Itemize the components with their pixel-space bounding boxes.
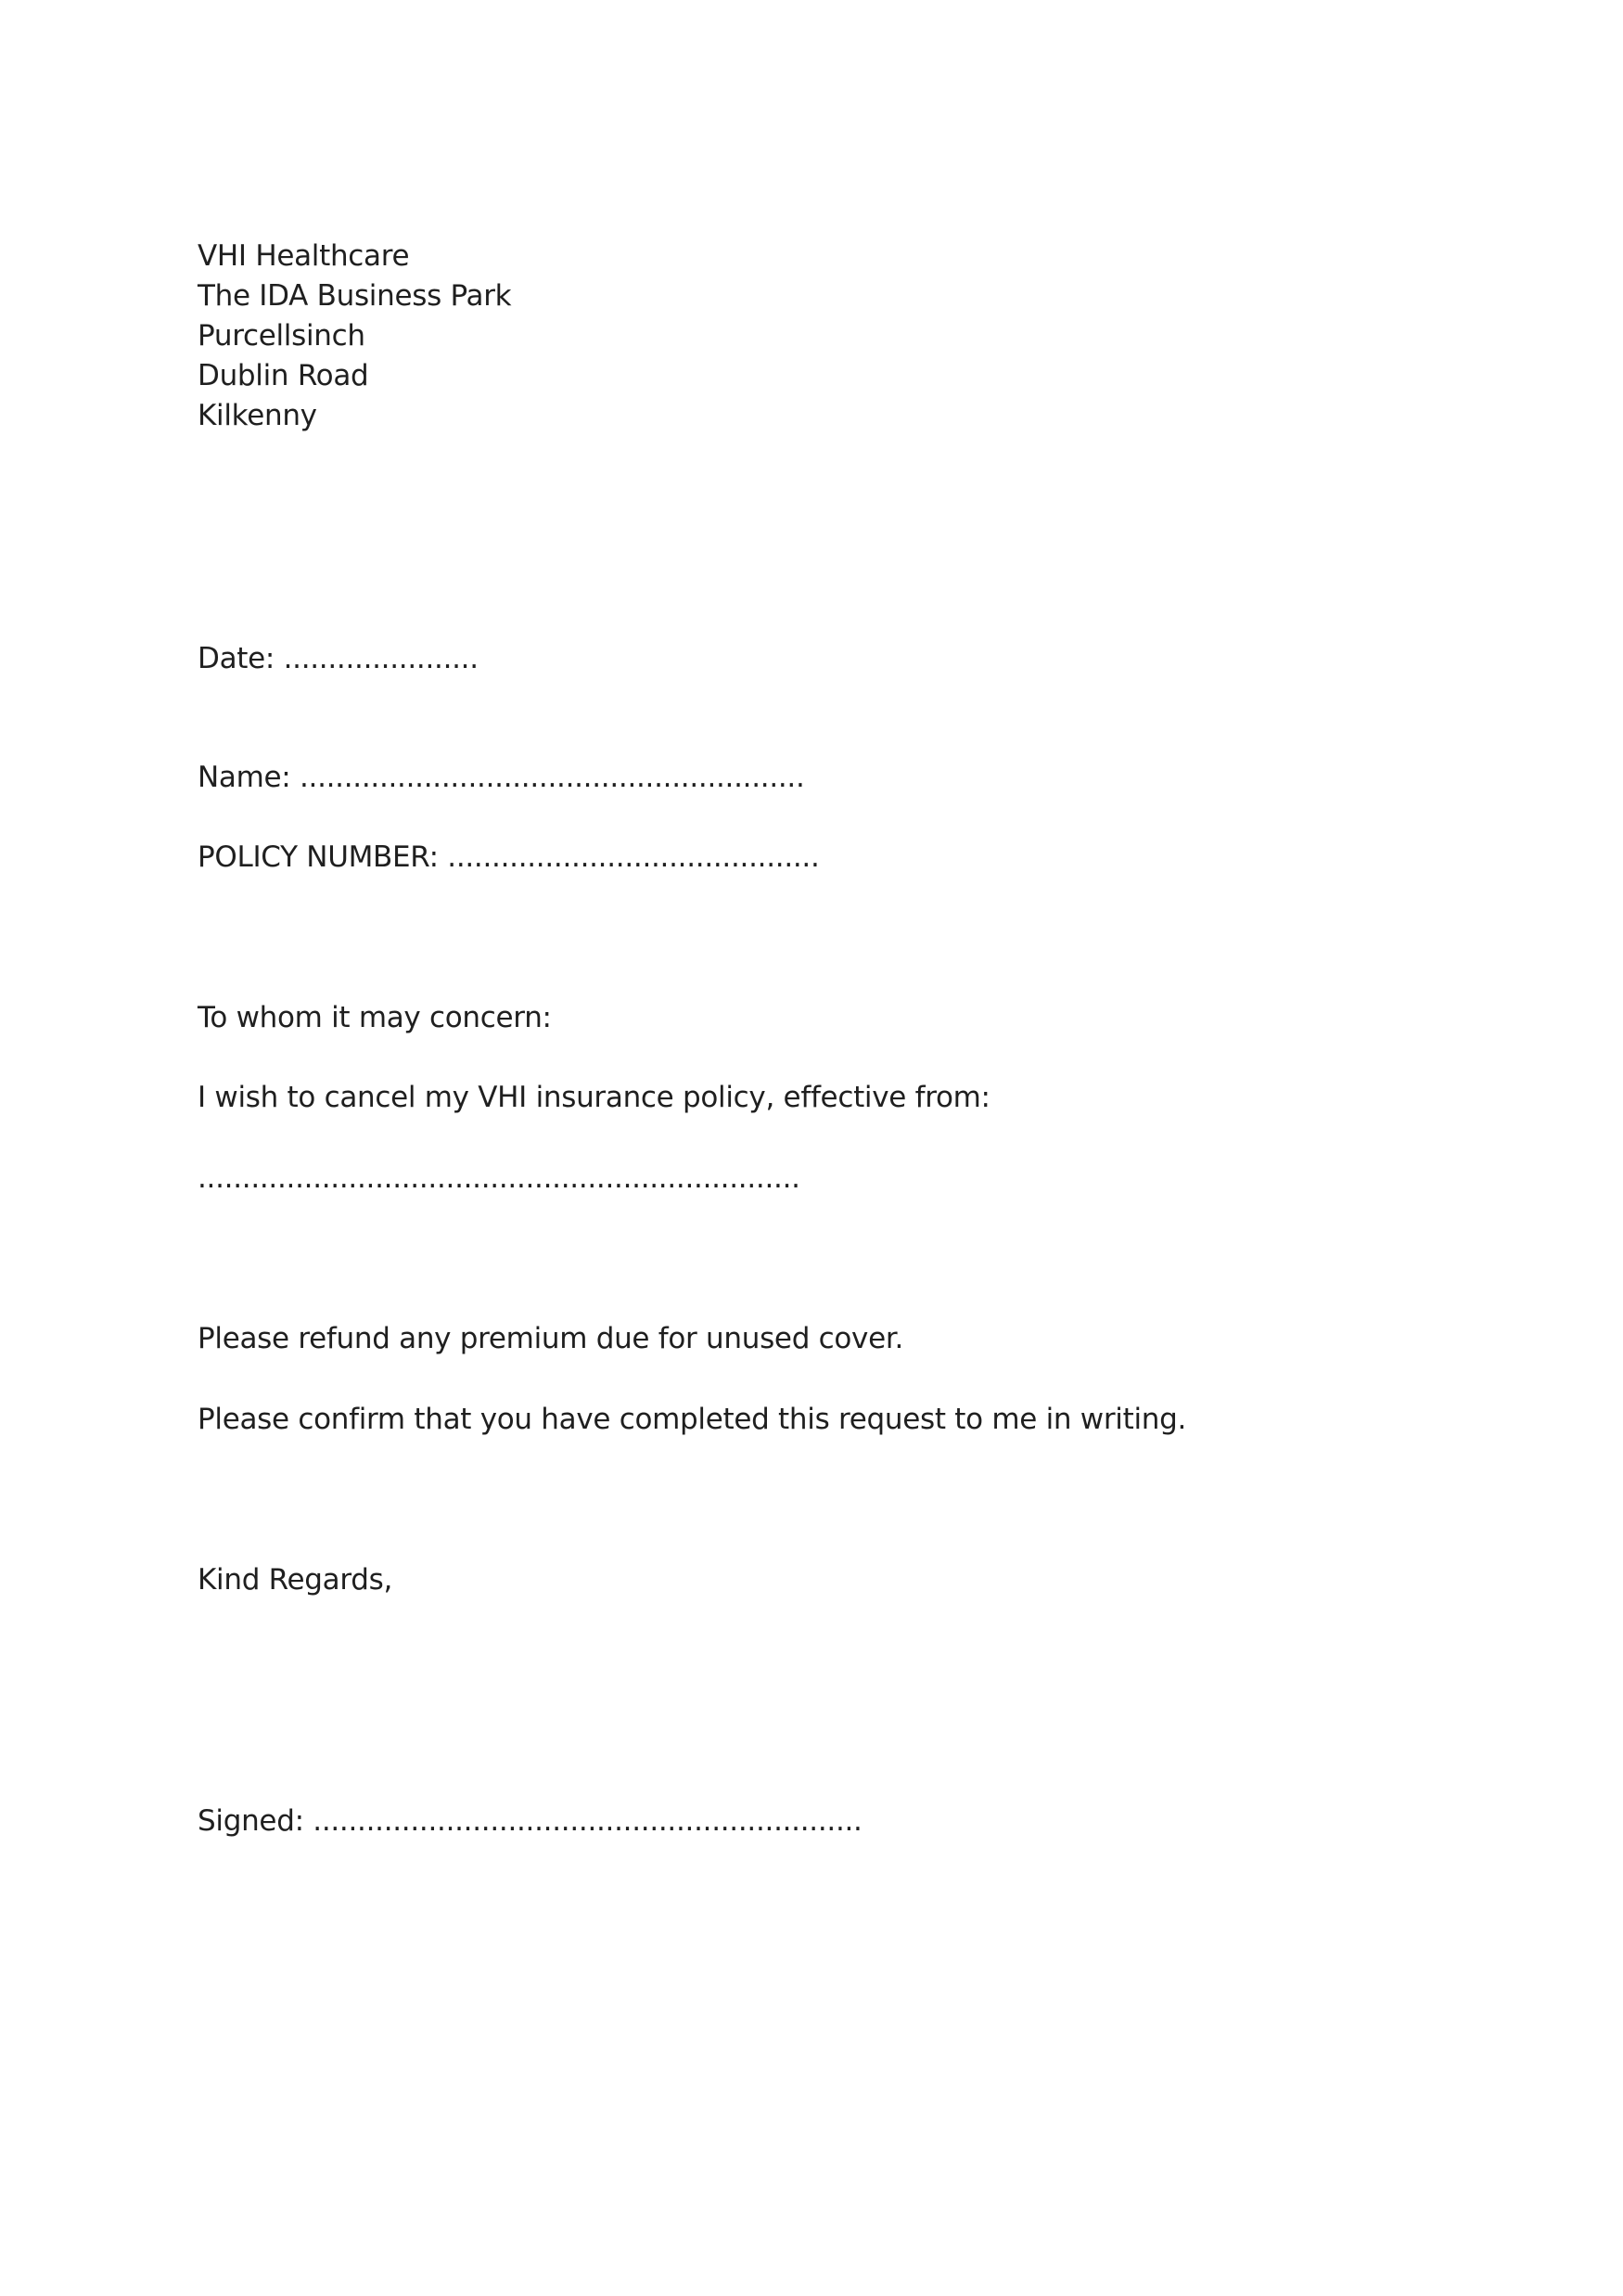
salutation: To whom it may concern: — [198, 1001, 552, 1034]
name-field[interactable]: Name: ......................................................... — [198, 761, 805, 794]
address-line-1: VHI Healthcare — [198, 239, 410, 273]
refund-request: Please refund any premium due for unused cover. — [198, 1322, 904, 1355]
address-line-4: Dublin Road — [198, 359, 369, 392]
address-line-5: Kilkenny — [198, 399, 317, 432]
policy-number-field[interactable]: POLICY NUMBER: .......................................... — [198, 840, 820, 874]
address-line-2: The IDA Business Park — [198, 279, 512, 313]
address-line-3: Purcellsinch — [198, 319, 365, 353]
date-field[interactable]: Date: ...................... — [198, 642, 479, 675]
effective-date-field[interactable]: .................................................................... — [198, 1161, 800, 1195]
closing-regards: Kind Regards, — [198, 1563, 392, 1597]
signature-field[interactable]: Signed: .............................................................. — [198, 1804, 863, 1838]
cancel-statement: I wish to cancel my VHI insurance policy, effective from: — [198, 1081, 990, 1114]
confirm-request: Please confirm that you have completed this request to me in writing. — [198, 1403, 1187, 1436]
